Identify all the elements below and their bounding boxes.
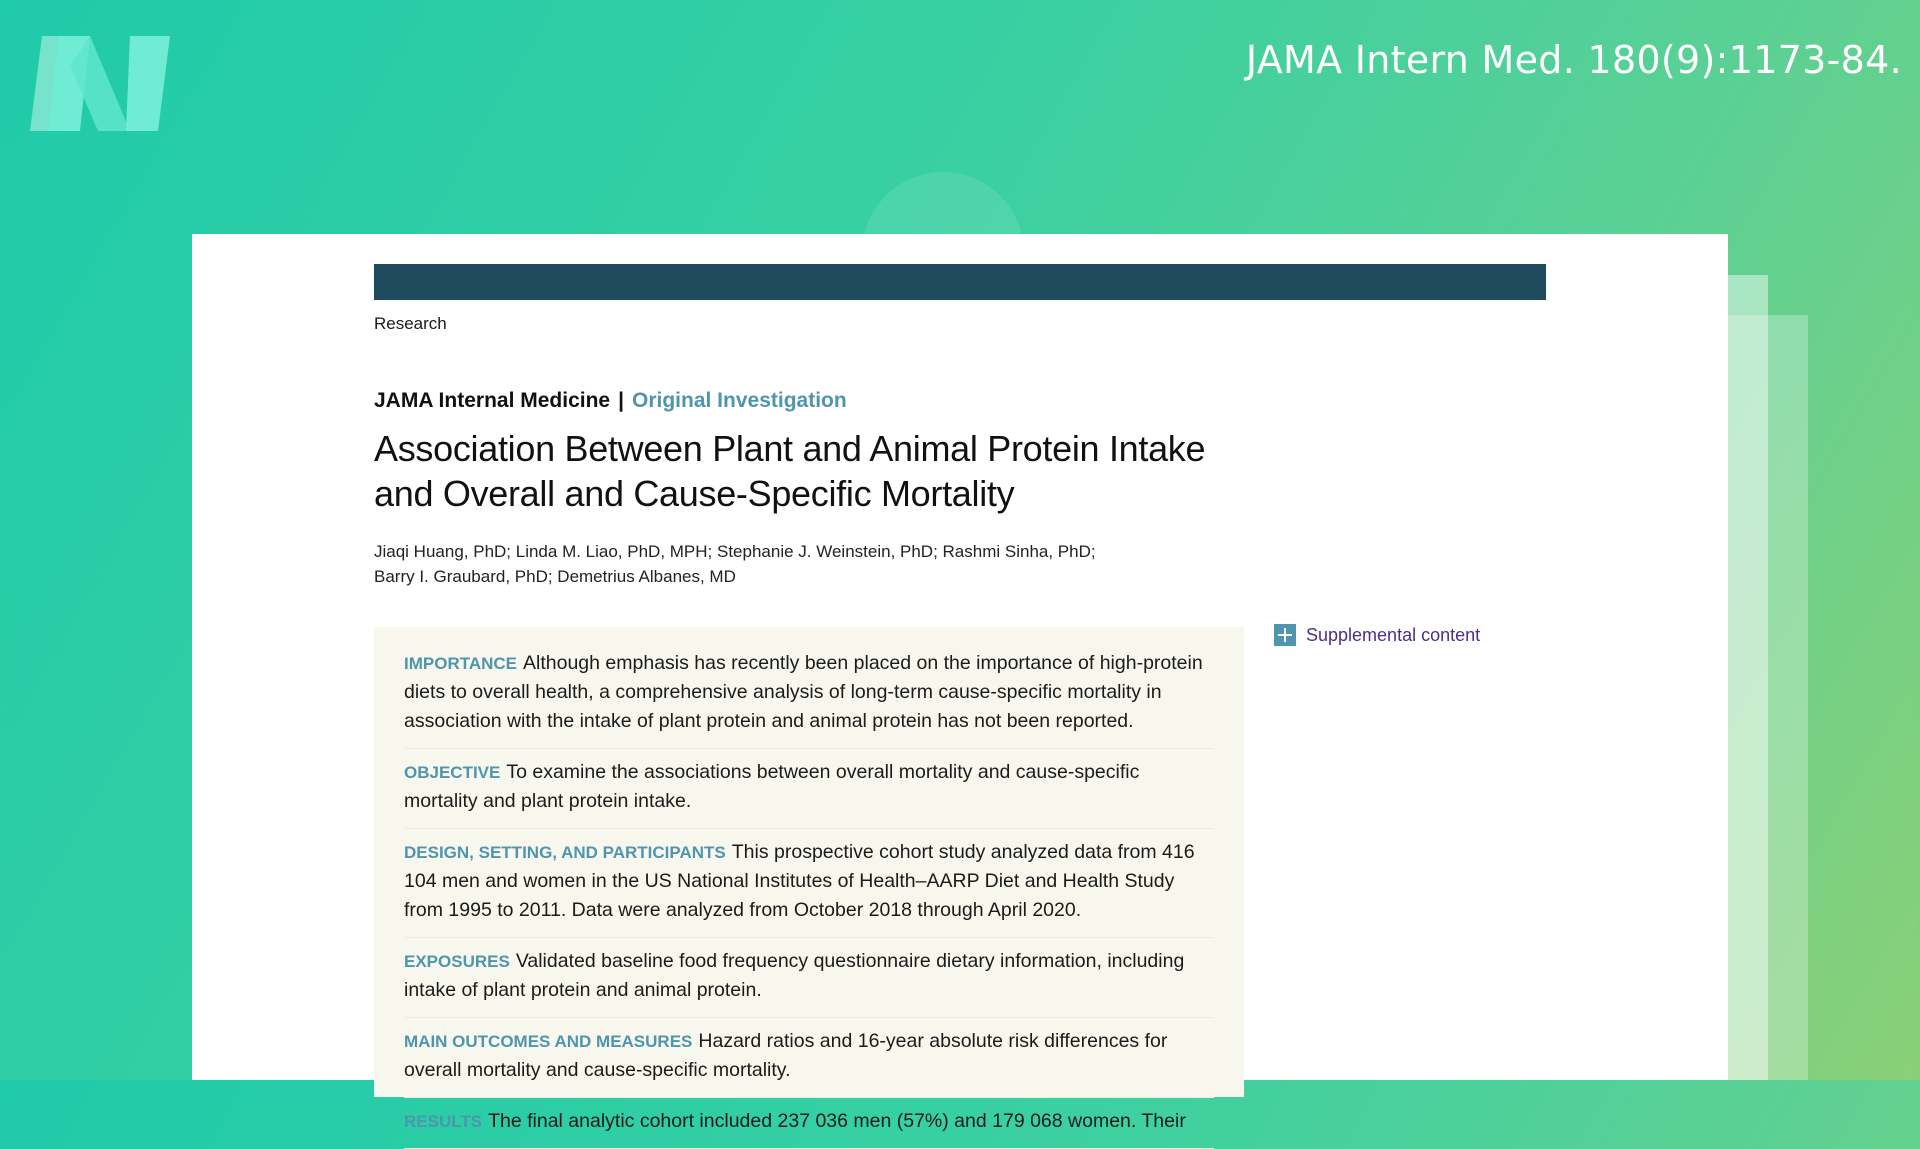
abstract-text: Hazard ratios and 16-year absolute risk differences for overall mortality and cause-specific mortality. [404, 1030, 1168, 1081]
abstract-text: The final analytic cohort included 237 036 men (57%) and 179 068 women. Their [488, 1110, 1186, 1132]
abstract-heading: DESIGN, SETTING, AND PARTICIPANTS [404, 843, 726, 862]
section-tag: Research [374, 314, 447, 333]
citation-text: JAMA Intern Med. 180(9):1173-84. [1245, 38, 1902, 82]
authors-line-2: Barry I. Graubard, PhD; Demetrius Albanes, MD [374, 567, 736, 586]
abstract-heading: OBJECTIVE [404, 763, 501, 782]
abstract-results [404, 1107, 1214, 1149]
abstract-heading: RESULTS [404, 1112, 483, 1131]
journal-separator: | [618, 389, 624, 412]
abstract-importance [404, 649, 1214, 749]
supplemental-label: Supplemental content [1306, 624, 1481, 645]
authors-line-1: Jiaqi Huang, PhD; Linda M. Liao, PhD, MPH; Stephanie J. Weinstein, PhD; Rashmi Sinha, PhD; [374, 542, 1096, 561]
stylized-n-logo-icon [30, 36, 175, 131]
article-page [192, 234, 1728, 1132]
abstract-text: Although emphasis has recently been placed on the importance of high-protein diets to overall health, a comprehensive analysis of long-term cause-specific mortality in association with the intake of plant protein and animal protein has not been reported. [404, 652, 1203, 732]
journal-name: JAMA Internal Medicine [374, 389, 611, 412]
abstract-text: Validated baseline food frequency questionnaire dietary information, including intake of plant protein and animal protein. [404, 950, 1185, 1001]
abstract-text: This prospective cohort study analyzed data from 416 104 men and women in the US National Institutes of Health–AARP Diet and Health Study from 1995 to 2011. Data were analyzed from October 2018 through April 2020. [404, 841, 1195, 921]
supplemental-content-link[interactable] [1274, 624, 1480, 646]
plus-icon [1274, 624, 1296, 646]
author-list [374, 539, 1154, 589]
abstract-outcomes [404, 1027, 1214, 1098]
journal-header-bar [374, 264, 1546, 300]
abstract-text: To examine the associations between overall mortality and cause-specific mortality and plant protein intake. [404, 761, 1140, 812]
abstract-heading: EXPOSURES [404, 952, 510, 971]
abstract-box [374, 627, 1244, 1132]
abstract-exposures [404, 947, 1214, 1018]
abstract-heading: MAIN OUTCOMES AND MEASURES [404, 1032, 693, 1051]
abstract-objective [404, 758, 1214, 829]
abstract-heading: IMPORTANCE [404, 654, 518, 673]
article-title: Association Between Plant and Animal Protein Intake and Overall and Cause-Specific Mortality [374, 428, 1206, 514]
journal-line [374, 389, 847, 413]
abstract-design [404, 838, 1214, 938]
article-type: Original Investigation [632, 389, 847, 412]
